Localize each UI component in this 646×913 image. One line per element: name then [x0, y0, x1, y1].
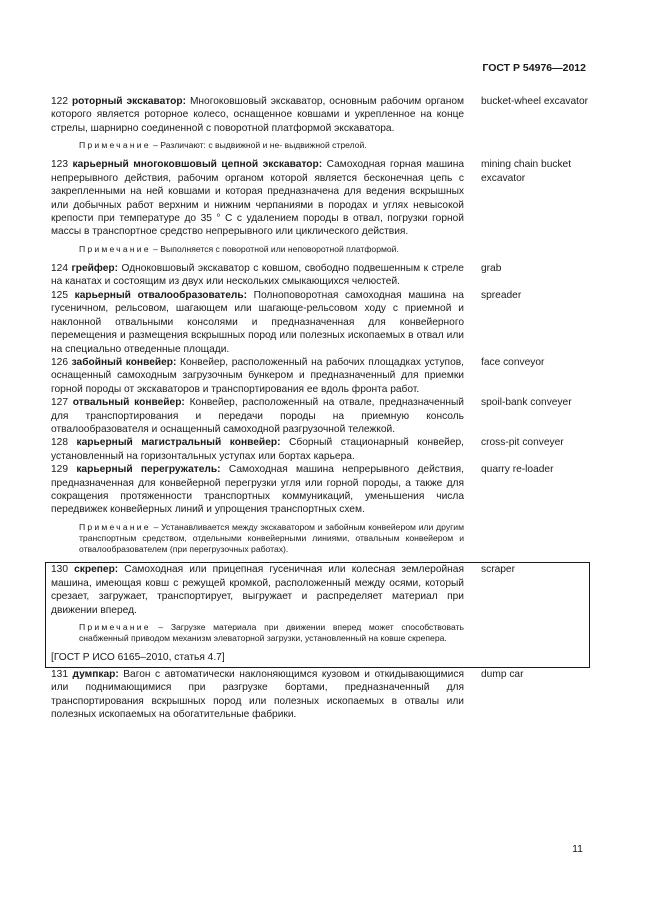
term-name: забойный конвейер:: [71, 356, 177, 368]
english-term: cross-pit conveyer: [481, 437, 564, 449]
english-term: quarry re-loader: [481, 464, 554, 476]
entry-text: 128 карьерный магистральный конвейер: Сборный стационарный конвейер, установленный на горизонтальных уступах или бортах карьера.: [51, 437, 464, 462]
english-term: bucket-wheel excavator: [481, 96, 589, 107]
entry-130-box: [45, 562, 590, 667]
term-name: карьерный многоковшовый цепной экскаватор:: [72, 159, 323, 171]
english-term: spreader: [481, 289, 522, 301]
term-name: скрепер:: [74, 564, 119, 576]
term-name: карьерный магистральный конвейер:: [76, 437, 281, 449]
glossary-body: [51, 95, 596, 721]
source-reference: [ГОСТ Р ИСО 6165–2010, статья 4.7]: [51, 652, 225, 664]
entry-text: 125 карьерный отвалообразователь: Полноповоротная самоходная машина на гусеничном, рельсовом, шагающем или шагающе-рельсовом ходу с приемной и наклонной отвальными консолями и предназначенная для конвейерного перемещения и размещения вскрышных пород или полезных ископаемых в отвал или на специально отведенные площади.: [51, 289, 464, 355]
entry-125: [51, 289, 596, 356]
entry-text: 123 карьерный многоковшовый цепной экскаватор: Самоходная горная машина непрерывного действия, рабочим органом которой является бесконечная цепь с закрепленными на ней ковшами и которая предназначена для ведения вскрышных или добычных работ верхним и нижним черпаниями в породах и углях невысокой крепости при температуре до 35 ° С с удалением породы в отвал, погрузки горной массы в транспортное средство непрерывного или циклического действия.: [51, 159, 465, 238]
entry-note: Примечание – Загрузке материала при движении вперед может способствовать снабженный приводом механизм элеваторной загрузки, установленный на ковше скрепера.: [79, 622, 464, 644]
entry-text: 126 забойный конвейер: Конвейер, расположенный на рабочих площадках уступов, оснащенный самоходным загрузочным бункером и предназначенный для приемки горной породы от экскаваторов и транспортирования ее вдоль фронта работ.: [51, 356, 464, 395]
english-term: mining chain bucket excavator: [481, 159, 572, 184]
entry-122: [51, 95, 596, 151]
entry-text: 130 скрепер: Самоходная или прицепная гусеничная или колесная землеройная машина, имеющая ковш с режущей кромкой, расположенный между осями, который срезает, загружает, транспортирует, выгружает и распределяет материал при движении вперед.: [51, 564, 464, 616]
english-term: spoil-bank conveyer: [481, 397, 572, 409]
entry-text: 124 грейфер: Одноковшовый экскаватор с ковшом, свободно подвешенным к стреле на канатах и состоящим из двух или нескольких смыкающихся челюстей.: [51, 263, 464, 288]
english-term: grab: [481, 263, 502, 275]
page-number: 11: [572, 843, 583, 855]
english-term: scraper: [481, 564, 515, 576]
entry-text: 127 отвальный конвейер: Конвейер, расположенный на отвале, предназначенный для транспортирования и передачи породы на приемную консоль отвалообразователя и оснащенный самоходной разгрузочной тележкой.: [51, 397, 464, 435]
term-name: карьерный отвалообразователь:: [74, 289, 248, 301]
entry-127: [51, 396, 596, 436]
entry-note: Примечание – Устанавливается между экскаватором и забойным конвейером или другим транспортным средством, отдельными конвейерными линиями, отвальным конвейером и отвалообразователем (при перегрузочных работах).: [79, 521, 465, 555]
term-name: грейфер:: [71, 263, 118, 275]
english-term: dump car: [481, 668, 524, 680]
term-name: роторный экскаватор:: [71, 96, 186, 107]
entry-text: 131 думпкар: Вагон с автоматически наклоняющимся кузовом и откидывающимися или поднимающимися при разгрузке бортами, предназначенный для транспортирования вскрышных пород или полезных ископаемых в отвалы или полезных ископаемых на обогатительные фабрики.: [51, 668, 464, 721]
entry-131: [51, 668, 596, 722]
entry-126: [51, 356, 596, 396]
entry-128: [51, 436, 596, 463]
entry-note: Примечание – Различают: с выдвижной и не- выдвижной стрелой.: [79, 140, 367, 151]
entry-123: [51, 158, 596, 255]
document-header: ГОСТ Р 54976—2012: [482, 62, 586, 74]
entry-text: 129 карьерный перегружатель: Самоходная машина непрерывного действия, предназначенная для конвейерной перегрузки угля или горной породы, а также для сокращения протяженности транспортных коммуникаций, уменьшения числа передвижек конвейерных линий и упрощения транспортных схем.: [51, 464, 464, 516]
term-name: карьерный перегружатель:: [76, 464, 221, 476]
term-name: отвальный конвейер:: [72, 397, 185, 409]
term-name: думпкар:: [72, 668, 119, 680]
entry-note: Примечание – Выполняется с поворотной или неповоротной платформой.: [79, 243, 399, 254]
entry-text: 122 роторный экскаватор: Многоковшовый экскаватор, основным рабочим органом которого является роторное колесо, оснащенное ковшами и укрепленное на конце стрелы, шарнирно соединенной с поворотной платформой экскаватора.: [51, 96, 464, 134]
entry-129: [51, 463, 596, 555]
english-term: face conveyor: [481, 356, 545, 368]
entry-124: [51, 262, 596, 289]
